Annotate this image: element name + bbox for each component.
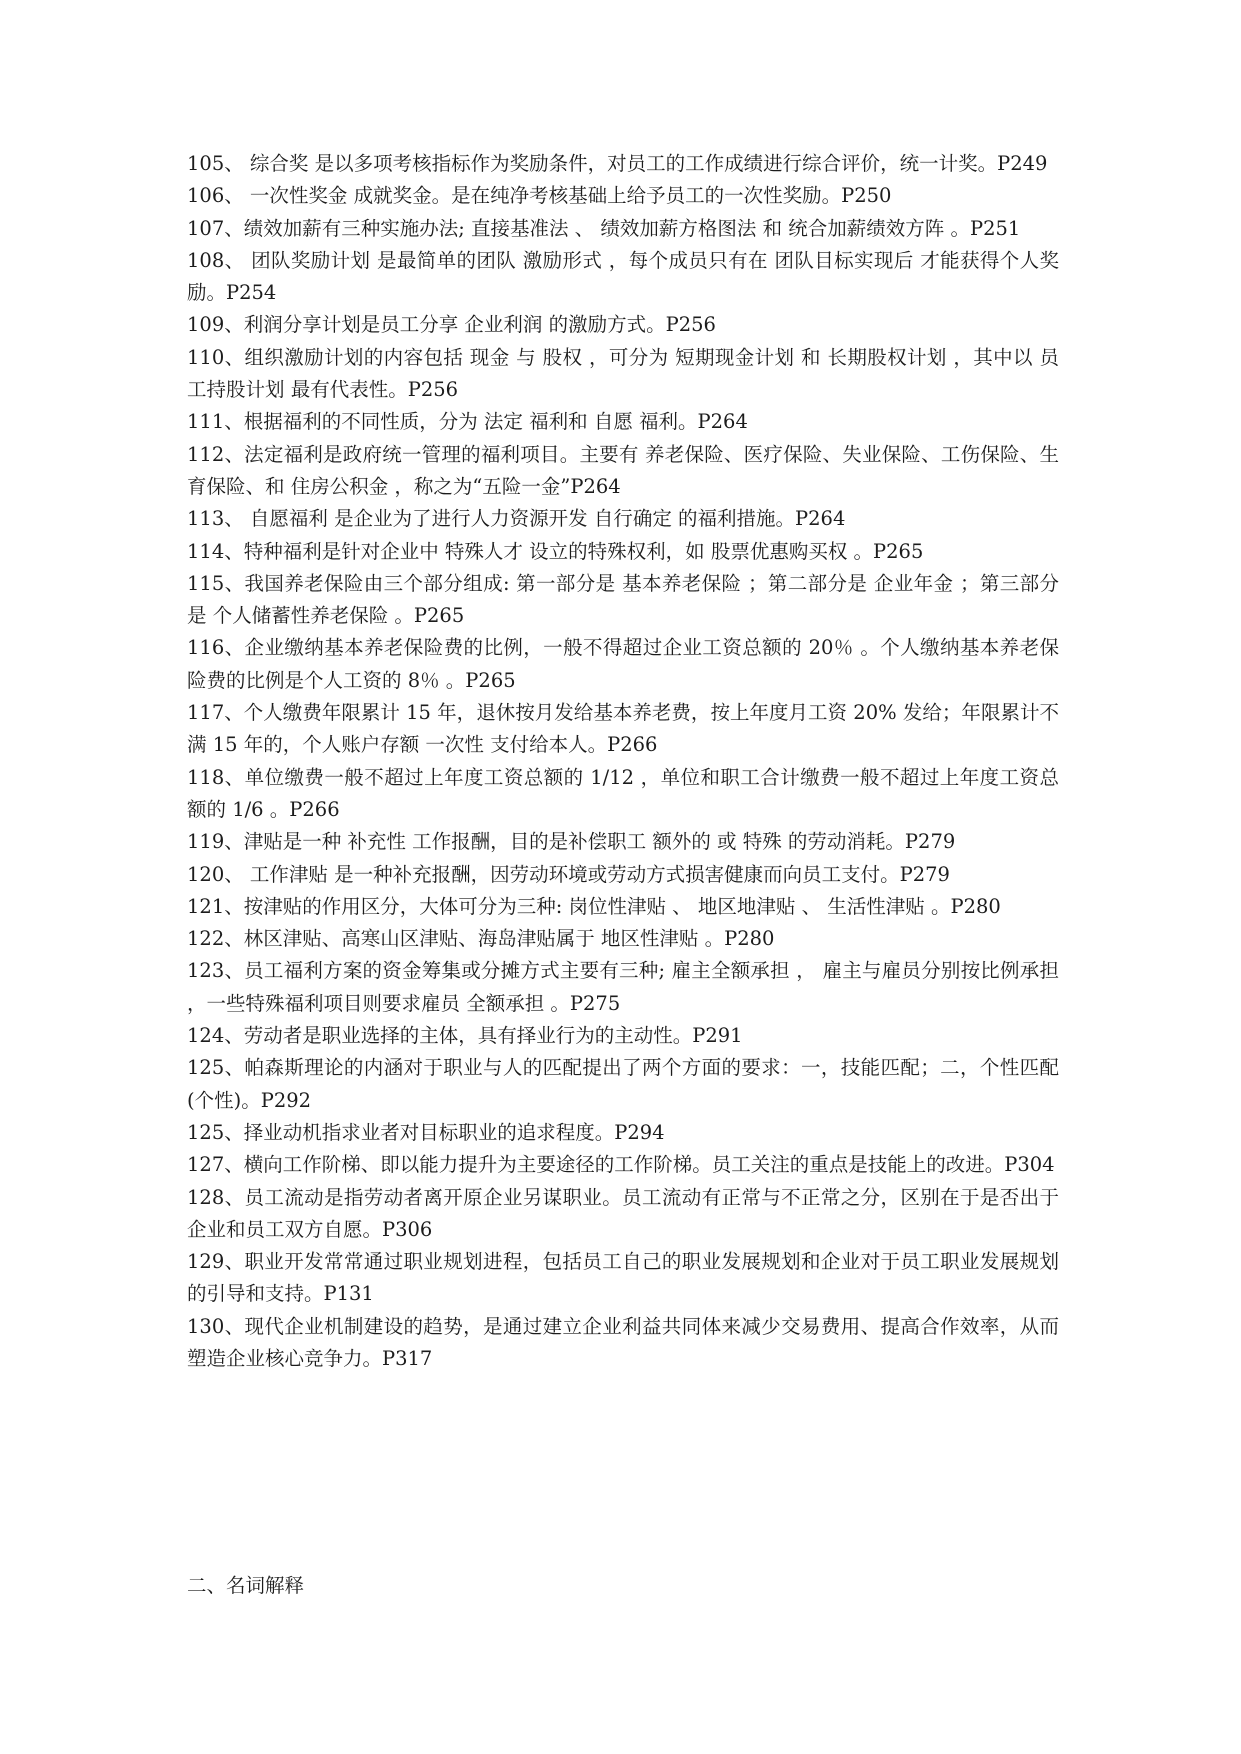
list-item: 113、 自愿福利 是企业为了进行人力资源开发 自行确定 的福利措施。P264 — [187, 507, 846, 531]
list-item: 117、个人缴费年限累计 15 年，退休按月发给基本养老费，按上年度月工资 20% 发给；年限累计不满 15 年的，个人账户存额 一次性 支付给本人。P266 — [187, 701, 1059, 757]
list-item: 106、 一次性奖金 成就奖金。是在纯净考核基础上给予员工的一次性奖励。P250 — [187, 184, 892, 208]
list-item: 121、按津贴的作用区分，大体可分为三种: 岗位性津贴 、 地区地津贴 、 生活性津贴 。P280 — [187, 894, 1001, 918]
list-item: 105、 综合奖 是以多项考核指标作为奖励条件，对员工的工作成绩进行综合评价，统一计奖。P249 — [187, 152, 1048, 175]
list-item: 122、林区津贴、高寒山区津贴、海岛津贴属于 地区性津贴 。P280 — [187, 927, 775, 951]
list-item: 118、单位缴费一般不超过上年度工资总额的 1/12 ，单位和职工合计缴费一般不超过上年度工资总额的 1/6 。P266 — [187, 765, 1059, 821]
list-item: 123、员工福利方案的资金筹集或分摊方式主要有三种; 雇主全额承担 ， 雇主与雇员分别按比例承担 ，一些特殊福利项目则要求雇员 全额承担 。P275 — [187, 959, 1059, 1015]
list-item: 125、择业动机指求业者对目标职业的追求程度。P294 — [187, 1120, 665, 1144]
list-item: 115、我国养老保险由三个部分组成: 第一部分是 基本养老保险 ；第二部分是 企业年金 ；第三部分是 个人储蓄性养老保险 。P265 — [187, 571, 1059, 628]
list-item: 108、 团队奖励计划 是最简单的团队 激励形式 ，每个成员只有在 团队目标实现后 才能获得个人奖励。P254 — [187, 248, 1059, 305]
list-item: 127、横向工作阶梯、即以能力提升为主要途径的工作阶梯。员工关注的重点是技能上的改进。P304 — [187, 1153, 1055, 1177]
list-item: 110、组织激励计划的内容包括 现金 与 股权 ，可分为 短期现金计划 和 长期股权计划 ，其中以 员工持股计划 最有代表性。P256 — [187, 345, 1059, 402]
list-item: 111、根据福利的不同性质，分为 法定 福利和 自愿 福利。P264 — [187, 410, 748, 434]
list-item: 130、现代企业机制建设的趋势，是通过建立企业利益共同体来减少交易费用、提高合作效率，从而塑造企业核心竞争力。P317 — [187, 1314, 1059, 1370]
list-item: 112、法定福利是政府统一管理的福利项目。主要有 养老保险、医疗保险、失业保险、工伤保险、生育保险、和 住房公积金 ，称之为“五险一金”P264 — [187, 442, 1059, 498]
list-item: 120、 工作津贴 是一种补充报酬，因劳动环境或劳动方式损害健康而向员工支付。P279 — [187, 862, 950, 886]
list-item: 124、劳动者是职业选择的主体，具有择业行为的主动性。P291 — [187, 1024, 743, 1048]
document-body — [187, 148, 1059, 1375]
list-item: 107、绩效加薪有三种实施办法; 直接基准法 、 绩效加薪方格图法 和 统合加薪绩效方阵 。P251 — [187, 216, 1021, 240]
list-item: 119、津贴是一种 补充性 工作报酬，目的是补偿职工 额外的 或 特殊 的劳动消耗。P279 — [187, 830, 956, 854]
list-item: 129、职业开发常常通过职业规划进程，包括员工自己的职业发展规划和企业对于员工职业发展规划的引导和支持。P131 — [187, 1250, 1059, 1306]
list-item: 116、企业缴纳基本养老保险费的比例，一般不得超过企业工资总额的 20％ 。个人缴纳基本养老保险费的比例是个人工资的 8％ 。P265 — [187, 636, 1059, 692]
list-item: 125、帕森斯理论的内涵对于职业与人的匹配提出了两个方面的要求：一，技能匹配；二，个性匹配(个性)。P292 — [187, 1056, 1059, 1112]
list-item: 128、员工流动是指劳动者离开原企业另谋职业。员工流动有正常与不正常之分，区别在于是否出于企业和员工双方自愿。P306 — [187, 1185, 1059, 1241]
section-heading: 二、名词解释 — [187, 1574, 305, 1597]
list-item: 109、利润分享计划是员工分享 企业利润 的激励方式。P256 — [187, 313, 716, 337]
list-item: 114、特种福利是针对企业中 特殊人才 设立的特殊权利，如 股票优惠购买权 。P265 — [187, 539, 924, 563]
